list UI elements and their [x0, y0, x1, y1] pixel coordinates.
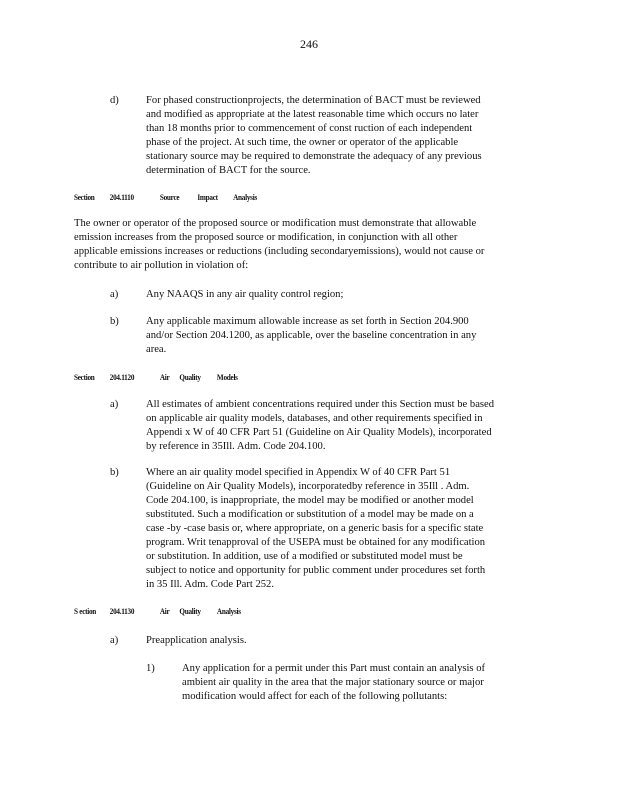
section-heading-1120 [74, 373, 238, 382]
text-line: program. Writ tenapproval of the USEPA must be obtained for any modification [146, 537, 486, 548]
text-line: on applicable air quality models, databases, and other requirements specified in [146, 413, 483, 424]
section-title-word: Air [159, 607, 170, 616]
section-heading-1130 [74, 607, 241, 616]
section-title-word: Air [159, 373, 170, 382]
text-line: Any application for a permit under this Part must contain an analysis of [182, 663, 486, 674]
item-d-label: d) [110, 95, 119, 106]
text-line: ambient air quality in the area that the major stationary source or major [182, 677, 484, 688]
text-line: in 35 Ill. Adm. Code Part 252. [146, 579, 275, 590]
section-number: 204.1110 [109, 193, 134, 202]
page-number: 246 [300, 37, 318, 51]
item-1110-b-text [146, 315, 476, 357]
section-title-word: Quality [179, 373, 201, 382]
text-line: For phased constructionprojects, the determination of BACT must be reviewed [146, 95, 481, 106]
text-line: by reference in 35Ill. Adm. Code 204.100. [146, 441, 326, 452]
text-line: applicable emissions increases or reductions (including secondaryemissions), would not cause or [74, 246, 485, 257]
text-line: determination of BACT for the source. [146, 165, 311, 176]
section-title-word: Impact [197, 193, 218, 202]
text-line: The owner or operator of the proposed source or modification must demonstrate that allowable [74, 218, 477, 229]
section-heading-1110 [74, 193, 257, 202]
item-1130-a-text [146, 634, 247, 648]
text-line: Where an air quality model specified in Appendix W of 40 CFR Part 51 [146, 467, 451, 478]
item-1130-a1-text [182, 662, 485, 704]
text-line: phase of the project. At such time, the owner or operator of the applicable [146, 137, 459, 148]
text-line: Appendi x W of 40 CFR Part 51 (Guideline on Air Quality Models), incorporated [146, 427, 492, 438]
section-word: Section [74, 373, 95, 382]
text-line: than 18 months prior to commencement of const ruction of each independent [146, 123, 473, 134]
item-1120-b-text [146, 466, 485, 592]
text-line: and modified as appropriate at the latest reasonable time which occurs no later [146, 109, 479, 120]
text-line: Any applicable maximum allowable increase as set forth in Section 204.900 [146, 316, 469, 327]
item-1110-a-text [146, 288, 343, 302]
text-line: substituted. Such a modification or substitution of a model may be made on a [146, 509, 474, 520]
text-line: contribute to air pollution in violation of: [74, 260, 249, 271]
item-1120-a-text [146, 398, 494, 454]
text-line: stationary source may be required to demonstrate the adequacy of any previous [146, 151, 482, 162]
text-line: area. [146, 344, 167, 355]
text-line: (Guideline on Air Quality Models), incorporatedby reference in 35Ill . Adm. [146, 481, 470, 492]
text-line: and/or Section 204.1200, as applicable, over the baseline concentration in any [146, 330, 477, 341]
text-line: modification would affect for each of the following pollutants: [182, 691, 448, 702]
text-line: emission increases from the proposed source or modification, in conjunction with all other [74, 232, 458, 243]
section-title-word: Analysis [233, 193, 257, 202]
item-1130-a-label: a) [110, 635, 119, 646]
section-number: 204.1120 [109, 373, 135, 382]
item-1120-b-label: b) [110, 467, 119, 478]
section-title-word: Analysis [216, 607, 241, 616]
item-1110-b-label: b) [110, 316, 119, 327]
item-d-text [146, 94, 482, 178]
section-title-word: Quality [179, 607, 201, 616]
text-line: Code 204.100, is inappropriate, the model may be modified or another model [146, 495, 474, 506]
text-line: Any NAAQS in any air quality control region; [146, 289, 344, 300]
item-1110-a-label: a) [110, 289, 119, 300]
paragraph-1110 [74, 217, 484, 273]
item-1130-a1-label: 1) [146, 663, 155, 674]
section-word: S ection [74, 607, 97, 616]
section-title-word: Models [216, 373, 238, 382]
text-line: or substitution. In addition, use of a modified or substituted model must be [146, 551, 463, 562]
text-line: Preapplication analysis. [146, 635, 247, 646]
section-number: 204.1130 [109, 607, 135, 616]
text-line: All estimates of ambient concentrations required under this Section must be based [146, 399, 495, 410]
item-1120-a-label: a) [110, 399, 119, 410]
section-word: Section [74, 193, 95, 202]
text-line: subject to notice and opportunity for public comment under procedures set forth [146, 565, 486, 576]
text-line: case -by -case basis or, where appropriate, on a generic basis for a specific state [146, 523, 484, 534]
section-title-word: Source [159, 193, 180, 202]
